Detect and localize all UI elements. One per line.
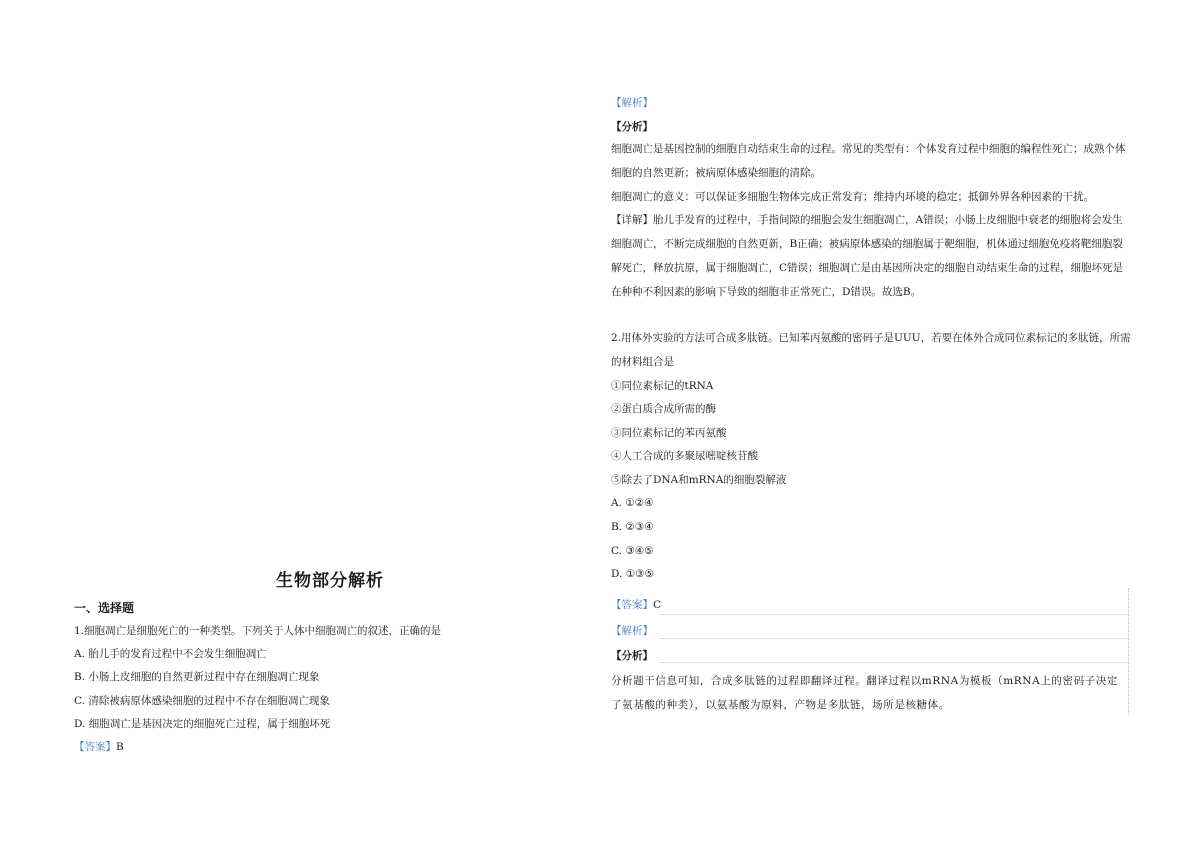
q2-option-d: D. ①③⑤ bbox=[611, 568, 654, 580]
page-title: 生物部分解析 bbox=[276, 571, 384, 591]
answer-2 bbox=[611, 598, 661, 612]
answer-tag: 【答案】 bbox=[74, 741, 116, 753]
answer-1 bbox=[74, 740, 124, 754]
option-a: A. 胎儿手的发育过程中不会发生细胞凋亡 bbox=[74, 648, 267, 660]
option-b: B. 小肠上皮细胞的自然更新过程中存在细胞凋亡现象 bbox=[74, 671, 320, 683]
significance-text: 细胞凋亡的意义：可以保证多细胞生物体完成正常发育；维持内环境的稳定；抵御外界各种因素的干扰。 bbox=[611, 191, 1094, 203]
dotted-rule-1 bbox=[660, 614, 1128, 615]
answer-value: B bbox=[116, 741, 124, 753]
q2-option-b: B. ②③④ bbox=[611, 521, 654, 533]
fenxi-tag-1: 【分析】 bbox=[611, 121, 653, 133]
jiexi-tag-2: 【解析】 bbox=[611, 625, 653, 637]
q2-option-a: A. ①②④ bbox=[611, 497, 654, 509]
q2-item-3: ③同位素标记的苯丙氨酸 bbox=[611, 427, 727, 439]
detailed-explanation: 【详解】胎儿手发育的过程中，手指间隙的细胞会发生细胞凋亡，A错误；小肠上皮细胞中衰老的细胞将会发生细胞凋亡，不断完成细胞的自然更新，B正确；被病原体感染的细胞属于靶细胞，机体通过细胞免疫将靶细胞裂解死亡，释放抗原，属于细胞凋亡，C错误；细胞凋亡是由基因所决定的细胞自动结束生命的过程，细胞坏死是在种种不利因素的影响下导致的细胞非正常死亡，D错误。故选B。 bbox=[611, 214, 1124, 298]
q2-item-5: ⑤除去了DNA和mRNA的细胞裂解液 bbox=[611, 474, 787, 486]
q2-item-4: ④人工合成的多聚尿嘧啶核苷酸 bbox=[611, 450, 758, 462]
dotted-rule-3 bbox=[660, 662, 1128, 663]
dotted-rule-2 bbox=[660, 638, 1128, 639]
option-d: D. 细胞凋亡是基因决定的细胞死亡过程，属于细胞坏死 bbox=[74, 718, 331, 730]
q2-item-2: ②蛋白质合成所需的酶 bbox=[611, 403, 716, 415]
q2-option-c: C. ③④⑤ bbox=[611, 545, 654, 557]
q2-item-1: ①同位素标记的tRNA bbox=[611, 380, 714, 392]
question-1: 1.细胞凋亡是细胞死亡的一种类型。下列关于人体中细胞凋亡的叙述，正确的是 bbox=[74, 625, 442, 637]
dotted-border-right bbox=[1128, 588, 1129, 714]
fenxi-text-2: 分析题干信息可知，合成多肽链的过程即翻译过程。翻译过程以mRNA为模板（mRNA上的密码子决定了氨基酸的种类），以氨基酸为原料，产物是多肽链，场所是核糖体。 bbox=[611, 675, 1118, 711]
fenxi-text-1: 细胞凋亡是基因控制的细胞自动结束生命的过程。常见的类型有：个体发育过程中细胞的编程性死亡；成熟个体细胞的自然更新；被病原体感染细胞的清除。 bbox=[611, 143, 1126, 179]
section-heading: 一、选择题 bbox=[74, 601, 135, 615]
fenxi-tag-2: 【分析】 bbox=[611, 650, 653, 662]
option-c: C. 清除被病原体感染细胞的过程中不存在细胞凋亡现象 bbox=[74, 695, 330, 707]
jiexi-tag-1: 【解析】 bbox=[611, 97, 653, 109]
answer-value-2: C bbox=[653, 599, 662, 611]
question-2: 2.用体外实验的方法可合成多肽链。已知苯丙氨酸的密码子是UUU，若要在体外合成同位素标记的多肽链，所需的材料组合是 bbox=[611, 332, 1131, 368]
answer-tag-2: 【答案】 bbox=[611, 599, 653, 611]
